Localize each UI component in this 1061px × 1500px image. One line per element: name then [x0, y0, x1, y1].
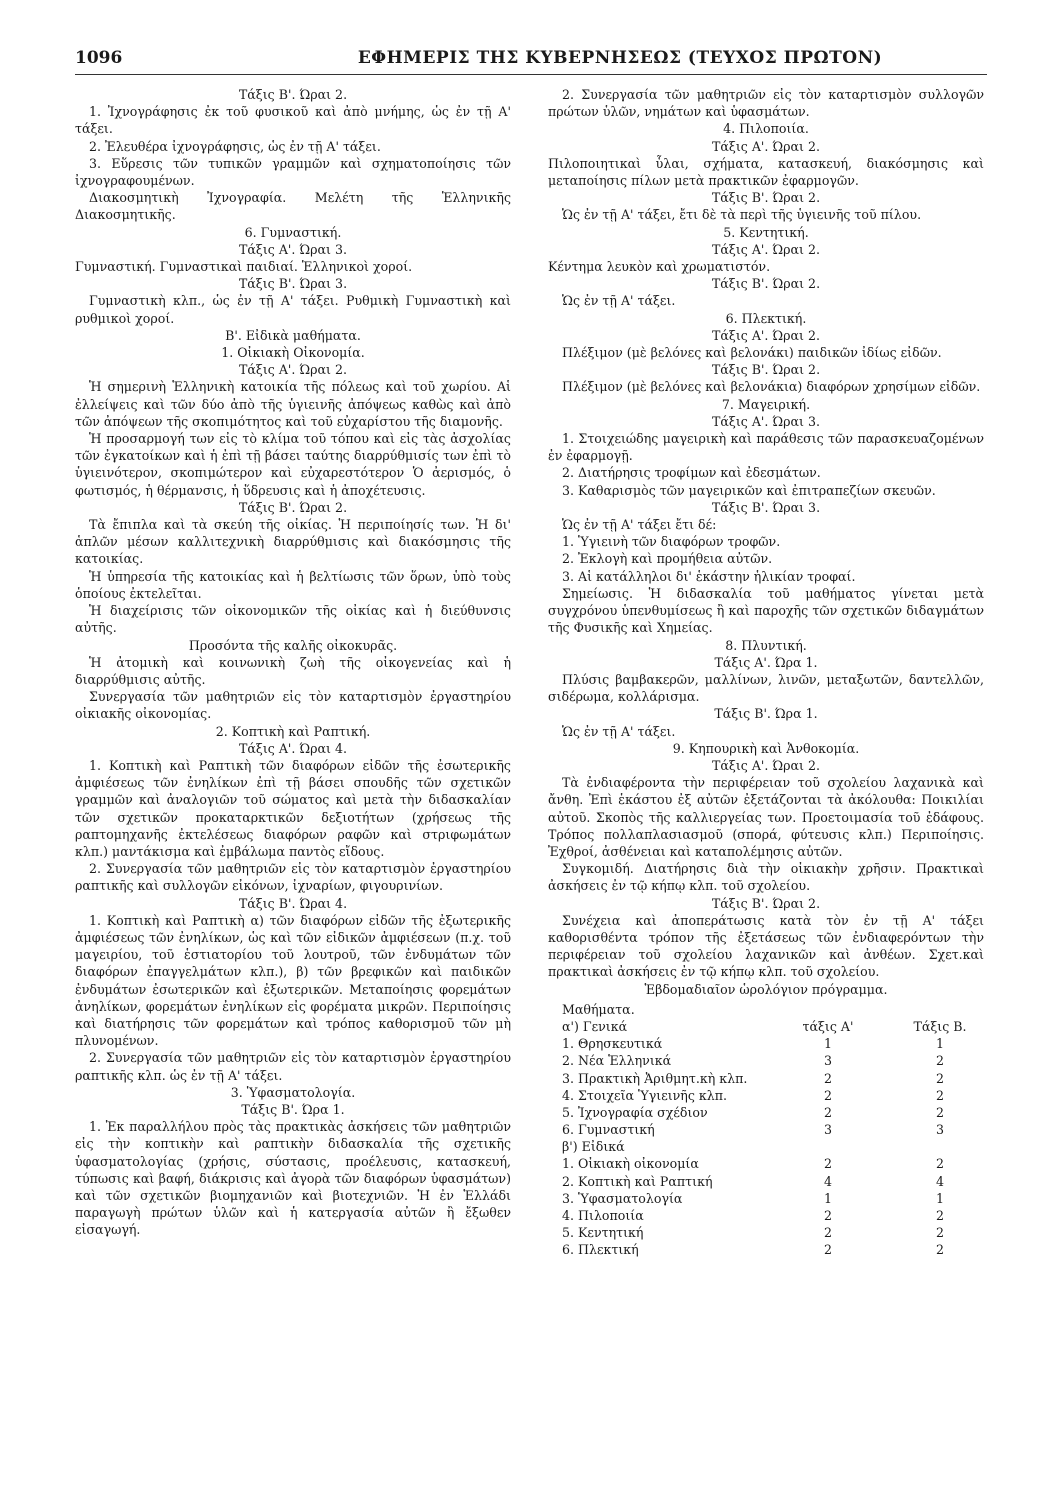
section-heading: 8. Πλυντική.	[725, 637, 807, 653]
table-row	[548, 1052, 984, 1069]
subject-name: 3. Πρακτικὴ Ἀριθμητ.κὴ κλπ.	[562, 1070, 748, 1086]
hours-class-b: 1	[935, 1190, 944, 1206]
paragraph: 2. Συνεργασία τῶν μαθητριῶν εἰς τὸν καταρτισμὸν ἐργαστηρίου ραπτικῆς κλπ. ὡς ἐν τῇ Α' τάξει.	[75, 1050, 511, 1083]
section-heading: Τάξις Β'. Ώραι 4.	[238, 895, 348, 911]
hours-class-b: 2	[935, 1053, 944, 1069]
section-heading: Τάξις Α'. Ώραι 2.	[711, 327, 820, 343]
paragraph: Ὡς ἐν τῇ Α' τάξει, ἔτι δὲ τὰ περὶ τῆς ὑγιεινῆς τοῦ πίλου.	[562, 207, 922, 223]
subject-name: 2. Κοπτικὴ καὶ Ραπτική	[562, 1173, 713, 1189]
paragraph: Συνεργασία τῶν μαθητριῶν εἰς τὸν καταρτισμὸν ἐργαστηρίου οἰκιακῆς οἰκονομίας.	[75, 689, 511, 722]
section-heading: Τάξις Β'. Ώρα 1.	[241, 1101, 345, 1117]
group-label: α') Γενικά	[562, 1018, 628, 1034]
paragraph: Πλέξιμον (μὲ βελόνες καὶ βελονάκια) διαφόρων χρησίμων εἰδῶν.	[562, 379, 981, 395]
subject-name: 1. Οἰκιακὴ οἰκονομία	[562, 1156, 699, 1172]
hours-class-b: 3	[935, 1122, 944, 1138]
section-heading: 6. Πλεκτική.	[725, 310, 807, 326]
column-header-b: Τάξις Β.	[913, 1018, 967, 1034]
table-row	[548, 1207, 984, 1224]
section-heading: 6. Γυμναστική.	[244, 224, 342, 240]
section-heading: Τάξις Β'. Ώραι 2.	[238, 499, 348, 515]
paragraph: 2. Ἐλευθέρα ἰχνογράφησις, ὡς ἐν τῇ Α' τάξει.	[89, 138, 381, 154]
table-row	[548, 1241, 984, 1258]
hours-class-a: 3	[823, 1122, 832, 1138]
table-row	[548, 1070, 984, 1087]
paragraph: Τὰ ἐνδιαφέροντα τὴν περιφέρειαν τοῦ σχολείου λαχανικὰ καὶ ἄνθη. Ἐπὶ ἑκάστου ἐξ αὐτῶν ἐξετάζονται τὰ ἀκόλουθα: Ποικιλίαι αὐτοῦ. Σκοπὸς τῆς καλλιεργείας των. Προετοιμασία τοῦ ἐδάφους. Τρόπος πολλαπλασιασμοῦ (σπορά, φύτευσις κλπ.) Περιποίησις. Ἐχθροί, ἀσθένειαι καὶ καταπολέμησις αὐτῶν.	[548, 775, 984, 859]
group-label-row	[548, 1138, 984, 1155]
table-header-row	[548, 1018, 984, 1035]
section-heading: Τάξις Α'. Ώραι 2.	[711, 138, 820, 154]
general-rows	[548, 1035, 984, 1138]
subject-name: 2. Νέα Ἑλληνικά	[562, 1053, 672, 1069]
subject-name: 4. Πιλοποιία	[562, 1208, 644, 1224]
section-heading: Τάξις Α'. Ώραι 2.	[711, 241, 820, 257]
paragraph: Ὡς ἐν τῇ Α' τάξει.	[562, 293, 676, 309]
table-row	[548, 1155, 984, 1172]
section-heading: Τάξις Α'. Ώραι 3.	[711, 413, 820, 429]
paragraph: 3. Αἱ κατάλληλοι δι' ἑκάστην ἡλικίαν τροφαί.	[562, 568, 856, 584]
section-heading: Ἑβδομαδιαῖον ὡρολόγιον πρόγραμμα.	[644, 981, 888, 997]
group-label: β') Εἰδικά	[562, 1139, 625, 1155]
hours-class-b: 2	[935, 1104, 944, 1120]
paragraph: Διακοσμητικὴ Ἰχνογραφία. Μελέτη τῆς Ἑλληνικῆς Διακοσμητικῆς.	[75, 190, 511, 223]
running-title: ΕΦΗΜΕΡΙΣ ΤΗΣ ΚΥΒΕΡΝΗΣΕΩΣ (ΤΕΥΧΟΣ ΠΡΩΤΟΝ)	[357, 48, 883, 68]
section-heading: 7. Μαγειρική.	[721, 396, 811, 412]
paragraph: 2. Διατήρησις τροφίμων καὶ ἐδεσμάτων.	[562, 465, 821, 481]
paragraph: 1. Ὑγιεινὴ τῶν διαφόρων τροφῶν.	[562, 534, 781, 550]
hours-class-a: 2	[823, 1225, 832, 1241]
paragraph: Τὰ ἔπιπλα καὶ τὰ σκεύη τῆς οἰκίας. Ἡ περιποίησίς των. Ἡ δι' ἁπλῶν μέσων καλλιτεχνικὴ διαρρύθμισις καὶ διακόσμησις τῆς κατοικίας.	[75, 517, 511, 567]
hours-class-b: 2	[935, 1070, 944, 1086]
table-row	[548, 1121, 984, 1138]
table-row	[548, 1087, 984, 1104]
hours-class-a: 2	[823, 1070, 832, 1086]
paragraph: Πλέξιμον (μὲ βελόνες καὶ βελονάκι) παιδικῶν ἰδίως εἰδῶν.	[562, 345, 942, 361]
subject-name: 4. Στοιχεῖα Ὑγιεινῆς κλπ.	[562, 1087, 728, 1103]
hours-class-a: 4	[823, 1173, 832, 1189]
weekly-schedule-table	[548, 1001, 984, 1259]
hours-class-b: 2	[935, 1225, 944, 1241]
paragraph: Ἡ προσαρμογή των εἰς τὸ κλίμα τοῦ τόπου καὶ εἰς τὰς ἀσχολίας τῶν ἐγκατοίκων καὶ ἡ ἐπὶ τῇ βάσει ταύτης διαρρύθμισίς των ἐπὶ τὸ ὑγιεινότερον, σκοπιμώτερον καὶ εὐχαρεστότερον Ὁ ἀερισμός, ὁ φωτισμός, ἡ θέρμανσις, ἡ ὕδρευσις καὶ ἡ ἀποχέτευσις.	[75, 431, 511, 498]
hours-class-b: 2	[935, 1087, 944, 1103]
section-heading: Τάξις Β'. Ώραι 2.	[711, 362, 821, 378]
subject-name: 5. Κεντητική	[562, 1225, 644, 1241]
hours-class-a: 1	[823, 1190, 832, 1206]
paragraph: 2. Ἐκλογὴ καὶ προμήθεια αὐτῶν.	[562, 551, 773, 567]
section-heading: Τάξις Α'. Ώραι 2.	[238, 362, 347, 378]
paragraph: Κέντημα λευκὸν καὶ χρωματιστόν.	[548, 259, 771, 275]
table-row	[548, 1190, 984, 1207]
table-title: Μαθήματα.	[562, 1001, 635, 1017]
paragraph: 3. Εὕρεσις τῶν τυπικῶν γραμμῶν καὶ σχηματοποίησις τῶν ἰχνογραφουμένων.	[75, 155, 511, 189]
section-heading: Τάξις Β'. Ώραι 2.	[238, 87, 348, 102]
paragraph: 1. Κοπτικὴ καὶ Ραπτικὴ τῶν διαφόρων εἰδῶν τῆς ἐσωτερικῆς ἀμφιέσεως τῶν ἐνηλίκων ἐπὶ τῇ βάσει σπουδῆς τῶν σχετικῶν γραμμῶν καὶ ἀναλογιῶν τοῦ σώματος καὶ μετὰ τὴν διδασκαλίαν τῶν σχετικῶν προκαταρκτικῶν δεξιοτήτων (χρήσεως τῆς ραπτομηχανῆς ἐκτελέσεως διαφόρων ραφῶν καὶ στριφωμάτων κλπ.) μαντάκισμα καὶ ἐμβάλωμα παντὸς εἴδους.	[75, 757, 511, 859]
table-row	[548, 1104, 984, 1121]
paragraph: Πλύσις βαμβακερῶν, μαλλίνων, λινῶν, μεταξωτῶν, δαντελλῶν, σιδέρωμα, κολλάρισμα.	[548, 671, 984, 705]
header-rule	[75, 74, 987, 75]
page-number: 1096	[75, 48, 123, 68]
paragraph: 2. Συνεργασία τῶν μαθητριῶν εἰς τὸν καταρτισμὸν συλλογῶν πρώτων ὑλῶν, νημάτων καὶ ὑφασμάτων.	[548, 87, 984, 120]
section-heading: 4. Πιλοποιία.	[723, 121, 809, 137]
section-heading: Τάξις Β'. Ώρα 1.	[714, 706, 818, 722]
section-heading: 5. Κεντητική.	[723, 224, 809, 240]
subject-name: 6. Πλεκτική	[562, 1242, 639, 1258]
paragraph: Συνέχεια καὶ ἀποπεράτωσις κατὰ τὸν ἐν τῇ Α' τάξει καθορισθέντα τρόπον τῆς ἐξετάσεως τῶν ἐνδιαφερόντων τὴν περιφέρειαν τοῦ σχολείου λαχανικῶν καὶ ἀνθέων. Σχετ.καὶ πρακτικαὶ ἀσκήσεις ἐν τῷ κήπῳ κλπ. τοῦ σχολείου.	[548, 912, 984, 980]
subject-name: 3. Ὑφασματολογία	[562, 1190, 683, 1206]
page-header	[75, 44, 985, 72]
hours-class-a: 2	[823, 1104, 832, 1120]
paragraph: 3. Καθαρισμὸς τῶν μαγειρικῶν καὶ ἐπιτραπεζίων σκευῶν.	[562, 482, 936, 498]
hours-class-a: 1	[823, 1036, 832, 1052]
paragraph: Ὡς ἐν τῇ Α' τάξει ἔτι δέ:	[562, 517, 717, 533]
subject-name: 6. Γυμναστική	[562, 1122, 655, 1138]
left-column	[75, 86, 511, 1239]
table-title-row	[548, 1001, 984, 1018]
section-heading: Προσόντα τῆς καλῆς οἰκοκυρᾶς.	[188, 637, 398, 653]
section-heading: 3. Ὑφασματολογία.	[230, 1084, 356, 1100]
section-heading: 9. Κηπουρικὴ καὶ Ἀνθοκομία.	[672, 740, 860, 756]
paragraph: Ὡς ἐν τῇ Α' τάξει.	[562, 723, 676, 739]
column-header-a: τάξις Α'	[802, 1018, 854, 1034]
table-row	[548, 1224, 984, 1241]
hours-class-b: 1	[935, 1036, 944, 1052]
paragraph: Ἡ σημερινὴ Ἑλληνικὴ κατοικία τῆς πόλεως καὶ τοῦ χωρίου. Αἱ ἐλλείψεις καὶ τῶν δύο ἀπὸ τῆς ὑγιεινῆς ἀπόψεως καθὼς καὶ ἀπὸ τῶν ἀπόψεων τῆς σκοπιμότητος καὶ τοῦ εὐχαρίστου τῆς διαμονῆς.	[75, 379, 511, 429]
section-heading: Τάξις Β'. Ώραι 2.	[711, 276, 821, 292]
section-heading: Τάξις Α'. Ώραι 3.	[238, 241, 347, 257]
section-heading: 2. Κοπτικὴ καὶ Ραπτική.	[215, 723, 371, 739]
paragraph: Συγκομιδή. Διατήρησις διὰ τὴν οἰκιακὴν χρῆσιν. Πρακτικαὶ ἀσκήσεις ἐν τῷ κήπῳ κλπ. τοῦ σχολείου.	[548, 861, 984, 894]
paragraph: Γυμναστικὴ κλπ., ὡς ἐν τῇ Α' τάξει. Ρυθμικὴ Γυμναστικὴ καὶ ρυθμικοὶ χοροί.	[75, 293, 511, 326]
hours-class-a: 2	[823, 1087, 832, 1103]
table-row	[548, 1173, 984, 1190]
hours-class-b: 2	[935, 1208, 944, 1224]
section-heading: Τάξις Β'. Ώραι 3.	[711, 499, 821, 515]
paragraph: Ἡ ἀτομικὴ καὶ κοινωνικὴ ζωὴ τῆς οἰκογενείας καὶ ἡ διαρρύθμισις αὐτῆς.	[75, 654, 511, 687]
paragraph: Ἡ ὑπηρεσία τῆς κατοικίας καὶ ἡ βελτίωσις τῶν ὅρων, ὑπὸ τοὺς ὁποίους ἐκτελεῖται.	[75, 568, 511, 601]
hours-class-b: 2	[935, 1156, 944, 1172]
subject-name: 1. Θρησκευτικά	[562, 1036, 663, 1052]
paragraph: Πιλοποιητικαὶ ὗλαι, σχήματα, κατασκευή, διακόσμησις καὶ μεταποίησις πίλων μετὰ πρακτικῶν ἐφαρμογῶν.	[548, 155, 984, 189]
right-column	[548, 86, 984, 1259]
section-heading: Τάξις Α'. Ώραι 4.	[238, 740, 347, 756]
subject-name: 5. Ἰχνογραφία σχέδιον	[562, 1104, 708, 1120]
table-row	[548, 1035, 984, 1052]
paragraph: 1. Ἰχνογράφησις ἐκ τοῦ φυσικοῦ καὶ ἀπὸ μνήμης, ὡς ἐν τῇ Α' τάξει.	[75, 104, 511, 137]
paragraph: Σημείωσις. Ἡ διδασκαλία τοῦ μαθήματος γίνεται μετὰ συγχρόνου ὑπενθυμίσεως ἢ καὶ παροχῆς τῶν σχετικῶν διδαγμάτων τῆς Φυσικῆς καὶ Χημείας.	[548, 585, 984, 636]
section-heading: Β'. Εἰδικὰ μαθήματα.	[225, 327, 361, 343]
hours-class-b: 4	[935, 1173, 944, 1189]
hours-class-a: 2	[823, 1156, 832, 1172]
section-heading: Τάξις Α'. Ώρα 1.	[714, 654, 818, 670]
paragraph: 1. Στοιχειώδης μαγειρικὴ καὶ παράθεσις τῶν παρασκευαζομένων ἐν ἐφαρμογῇ.	[548, 431, 984, 464]
section-heading: Τάξις Β'. Ώραι 2.	[711, 190, 821, 206]
paragraph: 1. Κοπτικὴ καὶ Ραπτικὴ α) τῶν διαφόρων εἰδῶν τῆς ἐξωτερικῆς ἀμφιέσεως τῶν ἐνηλίκων, ὡς καὶ τῶν εἰδικῶν ἀμφιέσεων (π.χ. τοῦ μαγειρίου, τοῦ ἑστιατορίου τοῦ λουτροῦ, τῶν ἐνδυμάτων τῶν διαφόρων ἐπαγγελμάτων κλπ.), β) τῶν βρεφικῶν καὶ παιδικῶν ἐνδυμάτων ἐσωτερικῶν καὶ ἐξωτερικῶν. Μεταποίησις φορεμάτων ἀνηλίκων, φορεμάτων ἐνηλίκων εἰς φορέματα μικρῶν. Περιποίησις καὶ διατήρησις τῶν φορεμάτων καὶ τρόπος καθορισμοῦ τῶν μὴ πλυνομένων.	[75, 912, 511, 1049]
paragraph: Ἡ διαχείρισις τῶν οἰκονομικῶν τῆς οἰκίας καὶ ἡ διεύθυνσις αὐτῆς.	[75, 603, 511, 636]
paragraph: 2. Συνεργασία τῶν μαθητριῶν εἰς τὸν καταρτισμὸν ἐργαστηρίου ραπτικῆς καὶ συλλογῶν εἰκόνων, ἰχναρίων, φιγουρινίων.	[75, 861, 511, 894]
section-heading: Τάξις Β'. Ώραι 3.	[238, 276, 348, 292]
paragraph: Γυμναστική. Γυμναστικαὶ παιδιαί. Ἑλληνικοὶ χοροί.	[75, 259, 413, 275]
hours-class-a: 2	[823, 1242, 832, 1258]
paragraph: 1. Ἐκ παραλλήλου πρὸς τὰς πρακτικὰς ἀσκήσεις τῶν μαθητριῶν εἰς τὴν κοπτικὴν καὶ ραπτικὴν διδασκαλία τῆς σχετικῆς ὑφασματολογίας (χρήσις, σύστασις, προέλευσις, κατασκευή, τύπωσις καὶ βαφή, διάκρισις καὶ ἀγορὰ τῶν διαφόρων ὑφασμάτων) καὶ τῶν σχετικῶν βιομηχανιῶν καὶ βιοτεχνιῶν. Ἡ ἐν Ἑλλάδι παραγωγὴ πρώτων ὑλῶν καὶ ἡ κατεργασία αὐτῶν ἢ ἔξωθεν εἰσαγωγή.	[75, 1119, 511, 1238]
section-heading: Τάξις Α'. Ώραι 2.	[711, 757, 820, 773]
section-heading: Τάξις Β'. Ώραι 2.	[711, 895, 821, 911]
hours-class-a: 3	[823, 1053, 832, 1069]
special-rows	[548, 1155, 984, 1258]
hours-class-a: 2	[823, 1208, 832, 1224]
section-heading: 1. Οἰκιακὴ Οἰκονομία.	[221, 345, 365, 361]
hours-class-b: 2	[935, 1242, 944, 1258]
